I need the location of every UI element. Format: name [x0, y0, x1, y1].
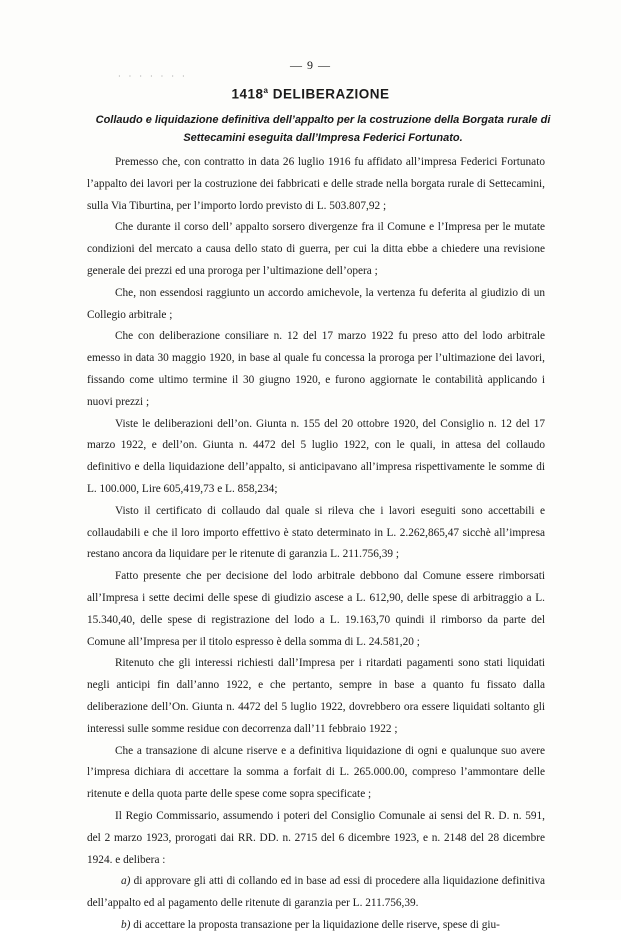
paragraph-resolution: Il Regio Commissario, assumendo i poteri del Consiglio Comunale ai sensi del R. D. n. 591, del 2 marzo 1923, prorogati dai RR. DD. n. 2715 del 6 dicembre 1923, e n. 2148 del 28 dicembre 1924. e delibera : — [87, 809, 545, 866]
item-text: di approvare gli atti di collando ed in base ad essi di procedere alla liquidazione definitiva dell’appalto ed al pagamento delle ritenute di garanzia per L. 211.756,39. — [87, 875, 545, 910]
resolution-item-a — [87, 871, 545, 915]
paragraph: Che a transazione di alcune riserve e a definitiva liquidazione di ogni e qualunque suo avere l’impresa dichiara di accettare la somma a forfait di L. 265.000.00, compreso l’ammontare delle ritenute e della quota parte delle spese come sopra specificate ; — [87, 744, 545, 801]
deliberation-heading — [0, 86, 621, 102]
paragraph: Ritenuto che gli interessi richiesti dall’Impresa per i ritardati pagamenti sono stati liquidati negli anticipi fin dall’anno 1922, e che pertanto, sempre in base a quanto fu fissato dalla deliberazione dell’On. Giunta n. 4472 del 5 luglio 1922, dovrebbero ora essere liquidati soltanto gli interessi sulle somme residue con decorrenza dall’11 febbraio 1922 ; — [87, 657, 545, 735]
paragraph: Che durante il corso dell’ appalto sorsero divergenze fra il Comune e l’Impresa per le mutate condizioni del mercato a causa dello stato di guerra, per cui la ditta ebbe a chiedere una revisione generale dei prezzi ed una proroga per l’ultimazione dell’opera ; — [87, 221, 545, 277]
deliberation-subject: Collaudo e liquidazione definitiva dell’appalto per la costruzione della Borgata rurale di Settecamini eseguita dall’Impresa Federici Fortunato. — [95, 114, 551, 144]
print-speckle: · · · · · · · — [118, 72, 188, 81]
paragraph-premise: Premesso che, con contratto in data 26 luglio 1916 fu affidato all’impresa Federici Fortunato l’appalto dei lavori per la costruzione dei fabbricati e delle strade nella borgata rurale di Settecamini, sulla Via Tiburtina, per l’importo lordo previsto di L. 503.807,92 ; — [87, 156, 545, 212]
deliberation-body — [87, 148, 545, 937]
item-text: di accettare la proposta transazione per la liquidazione delle riserve, spese di giu- — [133, 918, 500, 931]
paragraph: Che con deliberazione consiliare n. 12 del 17 marzo 1922 fu preso atto del lodo arbitrale emesso in data 30 maggio 1920, in base al quale fu concessa la proroga per l’ultimazione dei lavori, fissando come ultimo termine il 30 giugno 1920, e furono aggiornate le contabilità applicando i nuovi prezzi ; — [87, 330, 545, 408]
item-label: a) — [121, 875, 131, 888]
paragraph: Fatto presente che per decisione del lodo arbitrale debbono dal Comune essere rimborsati all’Impresa i sette decimi delle spese di giudizio ascese a L. 612,90, delle spese di arbitraggio a L. 15.340,40, delle spese di registrazione del lodo a L. 19.163,70 quindi il rimborso da parte del Comune all’Impresa per il titolo espresso è della somma di L. 24.581,20 ; — [87, 570, 545, 648]
paragraph: Visto il certificato di collaudo dal quale si rileva che i lavori eseguiti sono accettabili e collaudabili e che il loro importo effettivo è stato determinato in L. 2.262,865,47 sicchè all’impresa restano ancora da liquidare per le ritenute di garanzia L. 211.756,39 ; — [87, 504, 545, 561]
deliberation-number: 1418 — [231, 86, 264, 102]
resolution-item-b — [87, 915, 545, 937]
paragraph: Che, non essendosi raggiunto un accordo amichevole, la vertenza fu deferita al giudizio di un Collegio arbitrale ; — [87, 286, 545, 321]
deliberation-title: DELIBERAZIONE — [272, 86, 390, 102]
item-label: b) — [121, 918, 131, 931]
page-number: — 9 — — [290, 58, 331, 72]
paragraph: Viste le deliberazioni dell’on. Giunta n. 155 del 20 ottobre 1920, del Consiglio n. 12 del 17 marzo 1922, e dell’on. Giunta n. 4472 del 5 luglio 1922, con le quali, in attesa del collaudo definitivo e della liquidazione dell’appalto, si anticipavano all’impresa rispettivamente le somme di L. 100.000, Lire 605,419,73 e L. 858,234; — [87, 417, 545, 495]
deliberation-ordinal: a — [263, 86, 269, 95]
